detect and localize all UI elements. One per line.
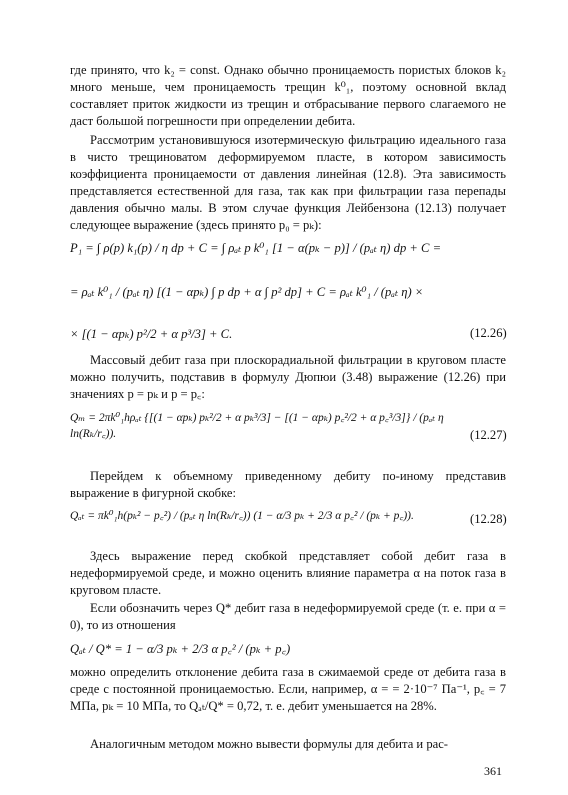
equation-12-28 (70, 508, 460, 524)
equation-number-12-28: (12.28) (470, 512, 507, 526)
equation-text: = ρₐₜ k⁰₁ / (pₐₜ η) [(1 − αpₖ) ∫ p dp + α ∫ p² dp] + C = ρₐₜ k⁰₁ / (pₐₜ η) × (70, 285, 424, 299)
page-number: 361 (484, 764, 502, 778)
equation-12-27 (70, 410, 460, 442)
paragraph-1: где принято, что k₂ = const. Однако обычно проницаемость пористых блоков k₂ много меньше, чем проницаемость трещин k⁰₁, поэтому основной вклад составляет приток жидкости из трещин и отбрасывание первого слагаемого не даст большой погрешности при определении дебита. (70, 63, 506, 129)
paragraph-3: Массовый дебит газа при плоскорадиальной фильтрации в круговом пласте можно получить, подставив в формулу Дюпюи (3.48) выражение (12.26) при значениях p = pₖ и p = p꜀: (70, 353, 506, 402)
equation-12-26-line-3 (70, 326, 232, 342)
equation-number-12-26: (12.26) (470, 326, 507, 340)
equation-ratio (70, 640, 290, 657)
equation-text: × [(1 − αpₖ) p²/2 + α p³/3] + C. (70, 327, 233, 341)
paragraph-4: Перейдем к объемному приведенному дебиту по-иному представив выражение в фигурной скобке: (70, 469, 506, 501)
equation-12-26-line-2 (70, 284, 423, 300)
equation-text: P₁ = ∫ ρ(p) k₁(p) / η dp + C = ∫ ρₐₜ p k⁰₁ [1 − α(pₖ − p)] / (pₐₜ η) dp + C = (70, 241, 442, 255)
paragraph-7: можно определить отклонение дебита газа в сжимаемой среде от дебита газа в среде с постоянной проницаемостью. Если, например, α = = 2·10⁻⁷ Па⁻¹, p꜀ = 7 МПа, pₖ = 10 МПа, то Qₐₜ/Q* = 0,72, т. е. дебит уменьшается на 28%. (70, 665, 506, 714)
paragraph-8: Аналогичным методом можно вывести формулы для дебита и рас- (90, 737, 448, 751)
equation-number-12-27: (12.27) (470, 428, 507, 442)
paragraph-2: Рассмотрим установившуюся изотермическую фильтрацию идеального газа в чисто трещиноватом деформируемом пласте, в котором зависимость коэффициента проницаемости от давления линейная (12.8). Эта зависимость представляется естественной для газа, так как при фильтрации газа перепады давления обычно малы. В этом случае функция Лейбензона (12.13) получает следующее выражение (здесь принято p₀ = pₖ): (70, 133, 506, 233)
equation-text: Qₐₜ = πk⁰₁h(pₖ² − p꜀²) / (pₐₜ η ln(Rₖ/r꜀)) (1 − α/3 pₖ + 2/3 α p꜀² / (pₖ + p꜀)). (70, 510, 414, 522)
equation-12-26-line-1 (70, 240, 441, 256)
paragraph-6: Если обозначить через Q* дебит газа в недеформируемой среде (т. е. при α = 0), то из отношения (70, 601, 506, 633)
equation-text: Qₐₜ / Q* = 1 − α/3 pₖ + 2/3 α p꜀² / (pₖ + p꜀) (70, 642, 291, 656)
equation-text: Qₘ = 2πk⁰₁hρₐₜ {[(1 − αpₖ) pₖ²/2 + α pₖ³/3] − [(1 − αpₖ) p꜀²/2 + α p꜀³/3]} / (pₐₜ η ln(Rₖ/r꜀)). (70, 412, 444, 440)
paragraph-5: Здесь выражение перед скобкой представляет собой дебит газа в недеформируемой среде, и можно оценить влияние параметра α на поток газа в круговом пласте. (70, 549, 506, 598)
